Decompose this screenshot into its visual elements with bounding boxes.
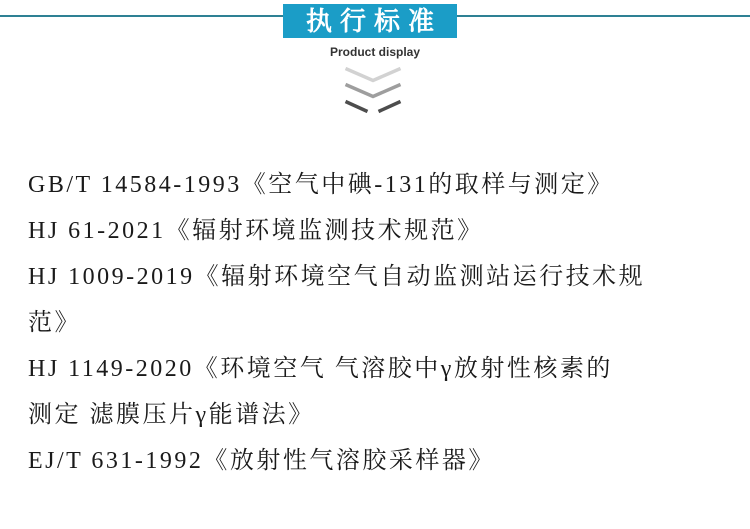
standard-line: 范》	[28, 310, 81, 336]
standards-list	[28, 162, 728, 484]
section-title-banner	[283, 4, 457, 38]
section-title: 执行标准	[305, 6, 442, 36]
standard-line: HJ 1009-2019《辐射环境空气自动监测站运行技术规	[28, 264, 646, 290]
chevron-down-triple-icon	[344, 67, 402, 117]
standard-line: HJ 61-2021《辐射环境监测技术规范》	[28, 218, 484, 244]
standard-line: 测定 滤膜压片γ能谱法》	[28, 402, 315, 428]
section-subtitle: Product display	[329, 45, 421, 59]
standard-line: HJ 1149-2020《环境空气 气溶胶中γ放射性核素的	[28, 356, 613, 382]
standard-line: GB/T 14584-1993《空气中碘-131的取样与测定》	[28, 172, 614, 198]
standard-line: EJ/T 631-1992《放射性气溶胶采样器》	[28, 448, 495, 474]
